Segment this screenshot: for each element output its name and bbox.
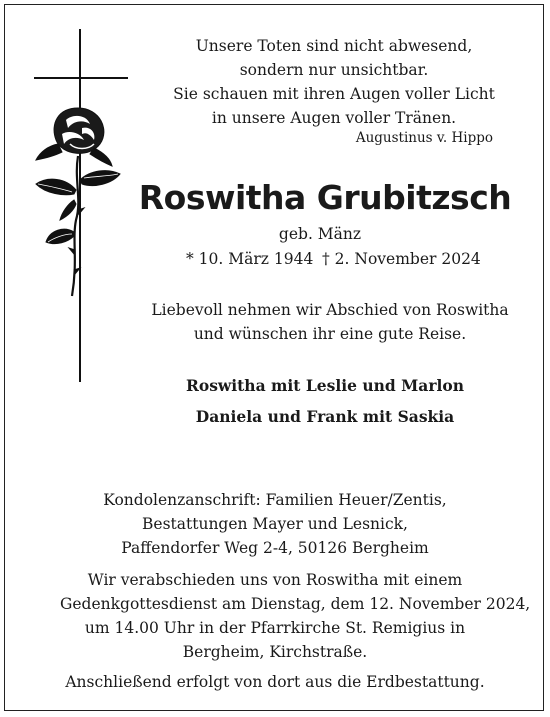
condolence-line: Paffendorfer Weg 2-4, 50126 Bergheim bbox=[121, 539, 429, 557]
family-names bbox=[120, 370, 530, 432]
death-date: † 2. November 2024 bbox=[322, 250, 481, 268]
deceased-name: Roswitha Grubitzsch bbox=[138, 178, 512, 217]
rose-icon bbox=[28, 100, 128, 300]
service-line: Gedenkgottesdienst am Dienstag, dem 12. November 2024, bbox=[60, 595, 531, 613]
burial-info: Anschließend erfolgt von dort aus die Erdbestattung. bbox=[65, 673, 485, 691]
service-line: Bergheim, Kirchstraße. bbox=[182, 643, 368, 661]
poem-line: Unsere Toten sind nicht abwesend, bbox=[195, 37, 473, 55]
condolence-line: Bestattungen Mayer und Lesnick, bbox=[142, 515, 408, 533]
family-line: Daniela und Frank mit Saskia bbox=[195, 407, 455, 426]
cross-bar bbox=[34, 77, 128, 79]
condolence-line: Kondolenzanschrift: Familien Heuer/Zentis, bbox=[103, 491, 447, 509]
born-name: geb. Mänz bbox=[278, 225, 362, 243]
farewell-text bbox=[130, 298, 530, 346]
farewell-line: und wünschen ihr eine gute Reise. bbox=[193, 325, 467, 343]
farewell-line: Liebevoll nehmen wir Abschied von Roswitha bbox=[151, 301, 509, 319]
service-line: Wir verabschieden uns von Roswitha mit einem bbox=[87, 571, 463, 589]
poem-line: sondern nur unsichtbar. bbox=[239, 61, 429, 79]
poem-line: Sie schauen mit ihren Augen voller Licht bbox=[173, 85, 495, 103]
family-line: Roswitha mit Leslie und Marlon bbox=[185, 376, 465, 395]
service-info bbox=[60, 568, 531, 664]
birth-date: * 10. März 1944 bbox=[186, 250, 314, 268]
poem bbox=[160, 34, 508, 130]
poem-author: Augustinus v. Hippo bbox=[355, 130, 493, 146]
service-line: um 14.00 Uhr in der Pfarrkirche St. Remigius in bbox=[84, 619, 466, 637]
poem-line: in unsere Augen voller Tränen. bbox=[211, 109, 457, 127]
condolence-address bbox=[90, 488, 460, 560]
